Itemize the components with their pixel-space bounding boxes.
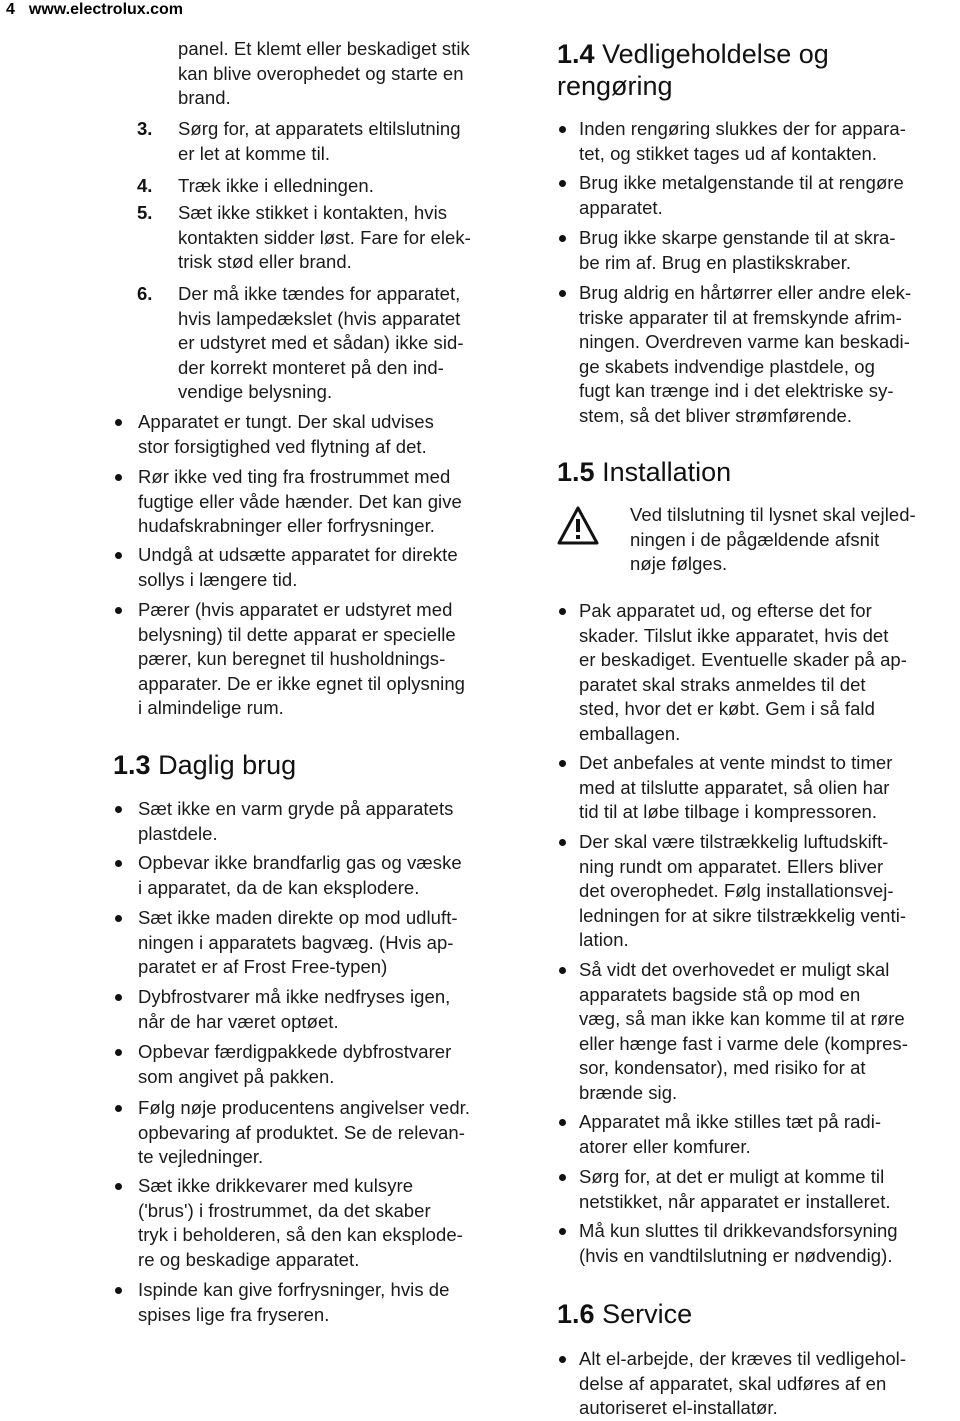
- paragraph: [178, 37, 470, 111]
- text-line: Sæt ikke stikket i kontakten, hvis: [178, 202, 448, 223]
- paragraph: [138, 851, 462, 900]
- bullet-icon: [115, 552, 122, 559]
- bullet-icon: [559, 180, 566, 187]
- text-line: sor, kondensator), med risiko for at: [579, 1057, 866, 1079]
- paragraph: [138, 797, 453, 846]
- text-line: i almindelige rum.: [138, 697, 284, 719]
- section-number-major: 1.: [113, 750, 136, 780]
- section-number-major: 1.: [557, 1299, 580, 1329]
- section-number-major: 1.: [557, 457, 580, 487]
- paragraph: [579, 1347, 906, 1421]
- paragraph: [579, 1110, 881, 1159]
- text-line: Opbevar ikke brandfarlig gas og væske: [138, 852, 462, 873]
- text-line: væg, så man ikke kan komme til at røre: [579, 1008, 905, 1030]
- bullet-icon: [115, 1049, 122, 1056]
- bullet-icon: [115, 806, 122, 813]
- list-number: 4.: [137, 175, 153, 196]
- paragraph: [579, 1165, 891, 1214]
- text-line: ge skabets indvendige plastdele, og: [579, 355, 875, 377]
- text-line: Opbevar færdigpakkede dybfrostvarer: [138, 1041, 452, 1062]
- text-line: når de har været optøet.: [138, 1010, 339, 1032]
- text-line: trisk stød eller brand.: [178, 251, 352, 273]
- text-line: Sæt ikke maden direkte op mod udluft-: [138, 907, 458, 928]
- bullet-icon: [115, 1287, 122, 1294]
- section-number: [557, 1299, 595, 1329]
- text-line: emballagen.: [579, 722, 681, 744]
- text-line: Sæt ikke drikkevarer med kulsyre: [138, 1175, 414, 1196]
- paragraph: [579, 958, 908, 1106]
- paragraph: [138, 543, 458, 592]
- text-line: sollys i længere tid.: [138, 568, 298, 590]
- text-line: kontakten sidder løst. Fare for elek-: [178, 226, 471, 248]
- bullet-icon: [115, 1105, 122, 1112]
- text-line: delse af apparatet, skal udføres af en: [579, 1372, 887, 1394]
- text-line: brand.: [178, 87, 231, 109]
- paragraph: [630, 503, 916, 577]
- list-number: 6.: [137, 283, 153, 304]
- text-line: ningen. Overdreven varme kan beskadi-: [579, 331, 910, 353]
- text-line: Brug ikke metalgenstande til at rengøre: [579, 172, 904, 193]
- text-line: stor forsigtighed ved flytning af det.: [138, 435, 427, 457]
- section-number-minor: 5: [579, 457, 595, 487]
- paragraph: [579, 226, 896, 275]
- text-line: stem, så det bliver strømførende.: [579, 404, 853, 426]
- section-title: Vedligeholdelse og: [594, 39, 829, 69]
- text-line: tryk i beholderen, så den kan eksplode-: [138, 1224, 463, 1246]
- text-line: autoriseret el-installatør.: [579, 1397, 778, 1419]
- text-line: brænde sig.: [579, 1081, 678, 1103]
- text-line: hvis lampedækslet (hvis apparatet: [178, 307, 461, 329]
- text-line: ning rundt om apparatet. Ellers bliver: [579, 855, 884, 877]
- text-line: med at tilslutte apparatet, så olien har: [579, 776, 890, 798]
- paragraph: [138, 465, 462, 539]
- paragraph: [138, 598, 465, 721]
- text-line: triske apparater til at fremskynde afrim-: [579, 306, 902, 328]
- bullet-icon: [559, 1356, 566, 1363]
- section-heading-installation: [557, 456, 731, 488]
- text-line: paratet skal straks anmeldes til det: [579, 673, 866, 695]
- bullet-icon: [559, 1228, 566, 1235]
- text-line: Det anbefales at vente mindst to timer: [579, 752, 893, 773]
- text-line: Sørg for, at det er muligt at komme til: [579, 1166, 885, 1187]
- bullet-icon: [559, 1119, 566, 1126]
- section-title: Daglig brug: [150, 750, 297, 780]
- text-line: lation.: [579, 929, 629, 951]
- bullet-icon: [115, 474, 122, 481]
- bullet-icon: [115, 994, 122, 1001]
- paragraph: [138, 1278, 449, 1327]
- text-line: Ispinde kan give forfrysninger, hvis de: [138, 1279, 450, 1300]
- text-line: be rim af. Brug en plastikskraber.: [579, 251, 852, 273]
- text-line: apparatets bagside stå op mod en: [579, 983, 861, 1005]
- text-line: Må kun sluttes til drikkevandsforsyning: [579, 1220, 898, 1241]
- text-line: Undgå at udsætte apparatet for direkte: [138, 544, 458, 565]
- paragraph: [138, 906, 458, 980]
- text-line: belysning) til dette apparat er specielle: [138, 623, 456, 645]
- paragraph: [579, 281, 911, 429]
- section-title: Installation: [594, 457, 732, 487]
- section-heading-daglig-brug: [113, 749, 296, 781]
- text-line: apparater. De er ikke egnet til oplysning: [138, 672, 466, 694]
- paragraph: [138, 410, 434, 459]
- text-line: Pærer (hvis apparatet er udstyret med: [138, 599, 453, 620]
- bullet-icon: [559, 1174, 566, 1181]
- text-line: Apparatet er tungt. Der skal udvises: [138, 411, 434, 432]
- text-line: Brug aldrig en hårtørrer eller andre elek-: [579, 282, 912, 303]
- section-heading-vedligeholdelse: [557, 38, 829, 102]
- text-line: vendige belysning.: [178, 381, 333, 403]
- paragraph: [579, 1219, 898, 1268]
- text-line: Ved tilslutning til lysnet skal vejled-: [630, 504, 916, 525]
- text-line: Brug ikke skarpe genstande til at skra-: [579, 227, 896, 248]
- bullet-icon: [559, 235, 566, 242]
- text-line: kan blive overophedet og starte en: [178, 62, 464, 84]
- text-line: pærer, kun beregnet til husholdnings-: [138, 648, 446, 670]
- bullet-icon: [115, 607, 122, 614]
- bullet-icon: [559, 126, 566, 133]
- paragraph: [138, 1096, 470, 1170]
- text-line: apparatet.: [579, 196, 663, 218]
- text-line: panel. Et klemt eller beskadiget stik: [178, 38, 470, 59]
- text-line: Sæt ikke en varm gryde på apparatets: [138, 798, 454, 819]
- bullet-icon: [559, 839, 566, 846]
- text-line: som angivet på pakken.: [138, 1065, 335, 1087]
- text-line: opbevaring af produktet. Se de relevan-: [138, 1121, 465, 1143]
- text-line: eller hænge fast i varme dele (kompres-: [579, 1032, 908, 1054]
- text-line: Så vidt det overhovedet er muligt skal: [579, 959, 890, 980]
- paragraph: [138, 1040, 451, 1089]
- bullet-icon: [559, 967, 566, 974]
- text-line: fugtige eller våde hænder. Det kan give: [138, 490, 462, 512]
- paragraph: [579, 599, 907, 747]
- text-line: ('brus') i frostrummet, da det skaber: [138, 1199, 431, 1221]
- text-line: Rør ikke ved ting fra frostrummet med: [138, 466, 451, 487]
- bullet-icon: [559, 290, 566, 297]
- text-line: er udstyret med et sådan) ikke sid-: [178, 332, 464, 354]
- section-number-minor: 3: [135, 750, 151, 780]
- text-line: fugt kan trænge ind i det elektriske sy-: [579, 380, 894, 402]
- bullet-icon: [115, 915, 122, 922]
- page-header: [6, 1, 183, 19]
- warning-triangle-icon: [557, 506, 599, 551]
- paragraph: [579, 171, 904, 220]
- paragraph: [178, 174, 374, 199]
- text-line: er beskadiget. Eventuelle skader på ap-: [579, 649, 907, 671]
- text-line: Apparatet må ikke stilles tæt på radi-: [579, 1111, 882, 1132]
- text-line: hudafskrabninger eller forfrysninger.: [138, 515, 435, 537]
- page-number: 4: [6, 1, 15, 18]
- paragraph: [579, 117, 906, 166]
- section-number: [557, 457, 595, 487]
- text-line: ningen i de pågældende afsnit: [630, 528, 880, 550]
- text-line: Alt el-arbejde, der kræves til vedligehol-: [579, 1348, 907, 1369]
- text-line: (hvis en vandtilslutning er nødvendig).: [579, 1244, 893, 1266]
- text-line: Inden rengøring slukkes der for appara-: [579, 118, 906, 139]
- text-line: re og beskadige apparatet.: [138, 1248, 360, 1270]
- paragraph: [178, 201, 471, 275]
- text-line: er let at komme til.: [178, 142, 331, 164]
- bullet-icon: [559, 760, 566, 767]
- text-line: spises lige fra fryseren.: [138, 1303, 330, 1325]
- section-number: [557, 39, 595, 69]
- bullet-icon: [115, 860, 122, 867]
- bullet-icon: [559, 608, 566, 615]
- website-link[interactable]: www.electrolux.com: [28, 1, 184, 18]
- text-line: ningen i apparatets bagvæg. (Hvis ap-: [138, 931, 454, 953]
- text-line: tet, og stikket tages ud af kontakten.: [579, 142, 878, 164]
- list-number: 3.: [137, 118, 153, 139]
- paragraph: [178, 282, 464, 405]
- text-line: plastdele.: [138, 822, 218, 844]
- text-line: netstikket, når apparatet er installeret.: [579, 1190, 891, 1212]
- text-line: Der skal være tilstrækkelig luftudskift-: [579, 831, 889, 852]
- text-line: sted, hvor det er købt. Gem i så fald: [579, 698, 875, 720]
- bullet-icon: [115, 1183, 122, 1190]
- text-line: Der må ikke tændes for apparatet,: [178, 283, 461, 304]
- paragraph: [178, 117, 461, 166]
- text-line: tid til at løbe tilbage i kompressoren.: [579, 801, 878, 823]
- text-line: ledningen for at sikre tilstrækkelig venti-: [579, 904, 907, 926]
- section-title: rengøring: [557, 71, 673, 101]
- text-line: det overophedet. Følg installationsvej-: [579, 880, 894, 902]
- paragraph: [138, 1174, 463, 1272]
- section-title: Service: [594, 1299, 693, 1329]
- section-number-major: 1.: [557, 39, 580, 69]
- text-line: te vejledninger.: [138, 1146, 264, 1168]
- paragraph: [579, 751, 892, 825]
- text-line: nøje følges.: [630, 553, 728, 575]
- paragraph: [579, 830, 906, 953]
- section-number-minor: 4: [579, 39, 595, 69]
- text-line: Træk ikke i elledningen.: [178, 175, 374, 196]
- text-line: paratet er af Frost Free-typen): [138, 956, 388, 978]
- text-line: Følg nøje producentens angivelser vedr.: [138, 1097, 471, 1118]
- text-line: atorer eller komfurer.: [579, 1135, 751, 1157]
- bullet-icon: [115, 419, 122, 426]
- text-line: skader. Tilslut ikke apparatet, hvis det: [579, 624, 889, 646]
- text-line: der korrekt monteret på den ind-: [178, 356, 444, 378]
- section-number-minor: 6: [579, 1299, 595, 1329]
- list-number: 5.: [137, 202, 153, 223]
- paragraph: [138, 985, 450, 1034]
- section-heading-service: [557, 1298, 692, 1330]
- section-number: [113, 750, 151, 780]
- text-line: i apparatet, da de kan eksplodere.: [138, 876, 420, 898]
- text-line: Sørg for, at apparatets eltilslutning: [178, 118, 461, 139]
- text-line: Pak apparatet ud, og efterse det for: [579, 600, 872, 621]
- text-line: Dybfrostvarer må ikke nedfryses igen,: [138, 986, 451, 1007]
